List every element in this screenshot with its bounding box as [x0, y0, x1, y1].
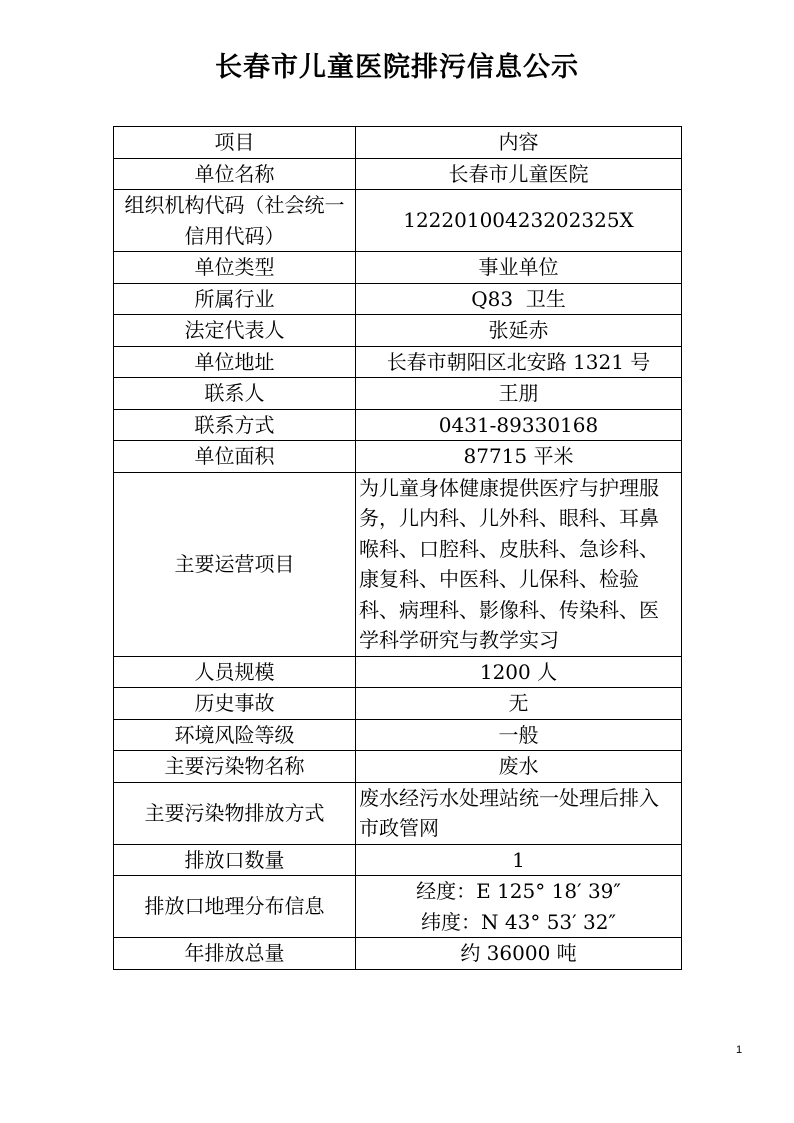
- table-row: [114, 315, 682, 347]
- table-row: [114, 346, 682, 378]
- row-value: 事业单位: [356, 252, 682, 284]
- row-value: 1200 人: [356, 656, 682, 688]
- coordinates-cell: [356, 876, 682, 938]
- row-label: 排放口地理分布信息: [114, 876, 356, 938]
- table-row: [114, 688, 682, 720]
- longitude-value: 经度：E 125° 18′ 39″: [416, 879, 621, 903]
- row-label: 主要污染物名称: [114, 751, 356, 783]
- row-value: 废水经污水处理站统一处理后排入市政管网: [356, 782, 682, 844]
- table-row: [114, 158, 682, 190]
- row-value: 长春市儿童医院: [356, 158, 682, 190]
- row-label: 主要污染物排放方式: [114, 782, 356, 844]
- table-row: [114, 283, 682, 315]
- row-value: 张延赤: [356, 315, 682, 347]
- table-row: [114, 441, 682, 473]
- row-label: 单位面积: [114, 441, 356, 473]
- table-row: [114, 472, 682, 656]
- table-row: [114, 252, 682, 284]
- row-value: 废水: [356, 751, 682, 783]
- row-label: 排放口数量: [114, 844, 356, 876]
- row-value: 12220100423202325X: [356, 190, 682, 252]
- table-row: [114, 378, 682, 410]
- row-label: 联系人: [114, 378, 356, 410]
- header-item: 项目: [114, 127, 356, 159]
- table-row: [114, 782, 682, 844]
- row-value: 为儿童身体健康提供医疗与护理服务，儿内科、儿外科、眼科、耳鼻喉科、口腔科、皮肤科、急诊科、康复科、中医科、儿保科、检验科、病理科、影像科、传染科、医学科学研究与教学实习: [356, 472, 682, 656]
- table-header-row: [114, 127, 682, 159]
- table-row: [114, 938, 682, 970]
- row-label: 年排放总量: [114, 938, 356, 970]
- row-label: 法定代表人: [114, 315, 356, 347]
- table-row: [114, 656, 682, 688]
- row-value: 0431-89330168: [356, 409, 682, 441]
- row-label: 联系方式: [114, 409, 356, 441]
- row-value: 长春市朝阳区北安路 1321 号: [356, 346, 682, 378]
- row-label: 单位名称: [114, 158, 356, 190]
- row-value: 一般: [356, 719, 682, 751]
- row-label: 主要运营项目: [114, 472, 356, 656]
- table-row: [114, 719, 682, 751]
- latitude-value: 纬度：N 43° 53′ 32″: [421, 909, 616, 934]
- row-label: 历史事故: [114, 688, 356, 720]
- table-row: [114, 876, 682, 938]
- row-value: 王朋: [356, 378, 682, 410]
- document-title: 长春市儿童医院排污信息公示: [215, 52, 579, 83]
- row-label: 环境风险等级: [114, 719, 356, 751]
- table-row: [114, 844, 682, 876]
- pollution-info-table: [113, 126, 682, 970]
- row-label: 组织机构代码（社会统一信用代码）: [114, 190, 356, 252]
- row-value: 约 36000 吨: [356, 938, 682, 970]
- header-content: 内容: [356, 127, 682, 159]
- page-number: 1: [736, 1044, 743, 1056]
- row-value: 无: [356, 688, 682, 720]
- row-value: Q83 卫生: [356, 283, 682, 315]
- table-row: [114, 190, 682, 252]
- row-label: 人员规模: [114, 656, 356, 688]
- row-value: 87715 平米: [356, 441, 682, 473]
- row-label: 单位类型: [114, 252, 356, 284]
- row-value: 1: [356, 844, 682, 876]
- row-label: 所属行业: [114, 283, 356, 315]
- table-row: [114, 751, 682, 783]
- row-label: 单位地址: [114, 346, 356, 378]
- table-row: [114, 409, 682, 441]
